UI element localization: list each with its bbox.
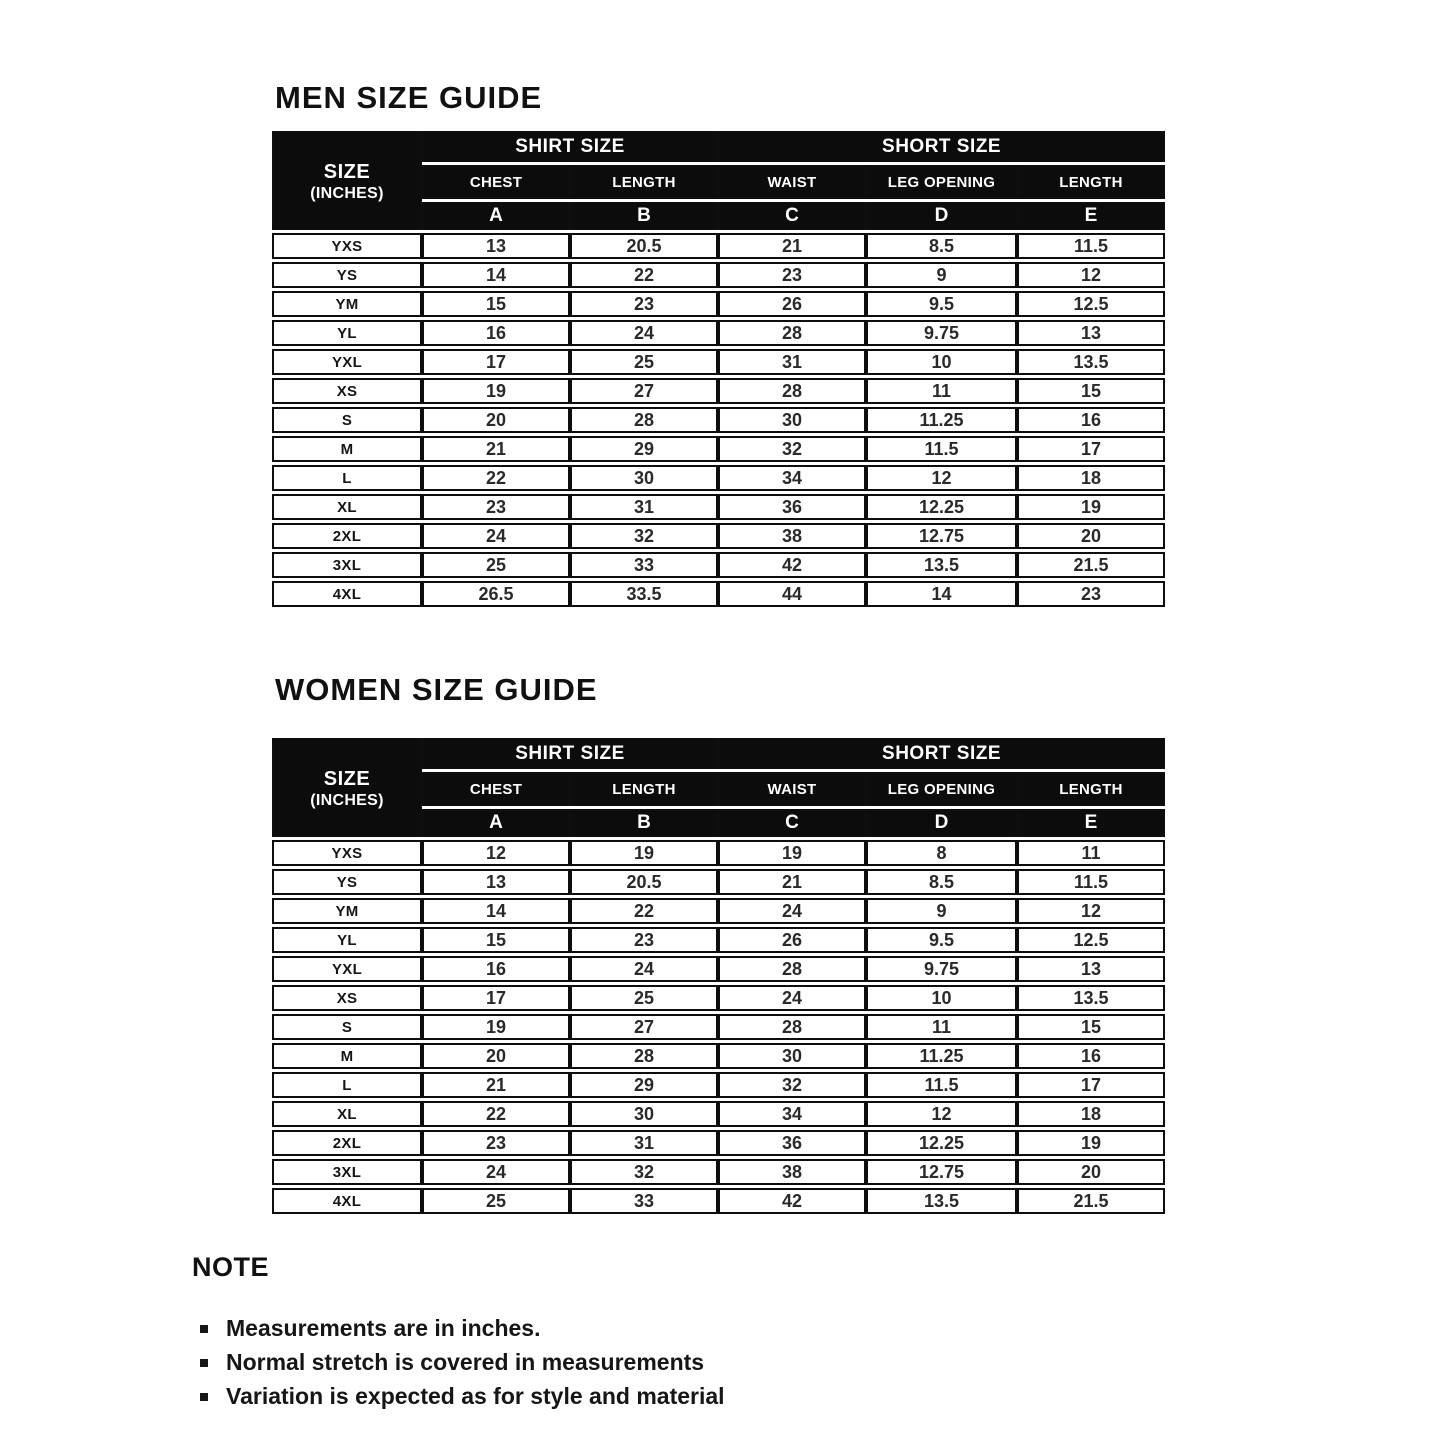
size-cell: YS	[272, 262, 422, 288]
table-row	[272, 985, 1165, 1011]
value-cell: 14	[866, 581, 1017, 607]
letter-d-header: D	[866, 202, 1017, 230]
value-cell: 16	[422, 320, 570, 346]
table-row	[272, 291, 1165, 317]
size-cell: 4XL	[272, 581, 422, 607]
value-cell: 11.5	[1017, 869, 1165, 895]
value-cell: 23	[422, 1130, 570, 1156]
value-cell: 24	[718, 985, 866, 1011]
women-size-guide-title: WOMEN SIZE GUIDE	[275, 672, 598, 707]
value-cell: 24	[422, 1159, 570, 1185]
value-cell: 21.5	[1017, 1188, 1165, 1214]
value-cell: 44	[718, 581, 866, 607]
value-cell: 20	[422, 1043, 570, 1069]
value-cell: 28	[570, 407, 718, 433]
value-cell: 34	[718, 465, 866, 491]
value-cell: 18	[1017, 1101, 1165, 1127]
letter-c-header: C	[718, 202, 866, 230]
group-header-row	[272, 131, 1165, 162]
table-row	[272, 552, 1165, 578]
value-cell: 38	[718, 523, 866, 549]
value-cell: 22	[570, 262, 718, 288]
value-cell: 21	[718, 869, 866, 895]
size-cell: YM	[272, 291, 422, 317]
value-cell: 13.5	[1017, 985, 1165, 1011]
table-row	[272, 436, 1165, 462]
value-cell: 11.25	[866, 407, 1017, 433]
value-cell: 17	[422, 349, 570, 375]
value-cell: 12	[866, 465, 1017, 491]
note-item	[198, 1379, 725, 1413]
table-row	[272, 407, 1165, 433]
value-cell: 16	[422, 956, 570, 982]
table-row	[272, 1101, 1165, 1127]
value-cell: 11	[1017, 840, 1165, 866]
men-size-table-wrap	[272, 128, 1165, 610]
size-cell: 3XL	[272, 1159, 422, 1185]
table-row	[272, 233, 1165, 259]
size-cell: S	[272, 1014, 422, 1040]
letter-d-header: D	[866, 809, 1017, 837]
value-cell: 14	[422, 898, 570, 924]
table-row	[272, 523, 1165, 549]
size-inches-header	[272, 738, 422, 837]
size-cell: XS	[272, 985, 422, 1011]
letter-e-header: E	[1017, 202, 1165, 230]
size-cell: 2XL	[272, 1130, 422, 1156]
value-cell: 28	[718, 320, 866, 346]
value-cell: 30	[570, 1101, 718, 1127]
table-row	[272, 1159, 1165, 1185]
size-cell: M	[272, 1043, 422, 1069]
value-cell: 11.5	[866, 1072, 1017, 1098]
men-size-guide-title: MEN SIZE GUIDE	[275, 80, 543, 115]
leg-opening-header: LEG OPENING	[866, 165, 1017, 199]
length-header: LENGTH	[1017, 772, 1165, 806]
value-cell: 11.5	[866, 436, 1017, 462]
size-cell: S	[272, 407, 422, 433]
size-cell: 4XL	[272, 1188, 422, 1214]
value-cell: 42	[718, 552, 866, 578]
value-cell: 20.5	[570, 869, 718, 895]
value-cell: 24	[718, 898, 866, 924]
value-cell: 33	[570, 552, 718, 578]
table-row	[272, 1043, 1165, 1069]
table-row	[272, 956, 1165, 982]
value-cell: 26	[718, 291, 866, 317]
table-row	[272, 465, 1165, 491]
letter-b-header: B	[570, 809, 718, 837]
size-cell: YL	[272, 927, 422, 953]
shirt-size-group-header: SHIRT SIZE	[422, 738, 718, 769]
size-cell: YL	[272, 320, 422, 346]
value-cell: 21	[718, 233, 866, 259]
leg-opening-header: LEG OPENING	[866, 772, 1017, 806]
value-cell: 9	[866, 262, 1017, 288]
value-cell: 12.25	[866, 494, 1017, 520]
value-cell: 18	[1017, 465, 1165, 491]
size-cell: YXL	[272, 349, 422, 375]
value-cell: 23	[570, 927, 718, 953]
size-cell: M	[272, 436, 422, 462]
table-row	[272, 869, 1165, 895]
value-cell: 9.5	[866, 927, 1017, 953]
size-unit-label: (INCHES)	[310, 791, 384, 809]
chest-header: CHEST	[422, 772, 570, 806]
value-cell: 30	[570, 465, 718, 491]
value-cell: 32	[718, 436, 866, 462]
size-cell: L	[272, 465, 422, 491]
note-item-text: Measurements are in inches.	[226, 1315, 541, 1341]
value-cell: 17	[422, 985, 570, 1011]
value-cell: 34	[718, 1101, 866, 1127]
value-cell: 22	[422, 1101, 570, 1127]
value-cell: 23	[1017, 581, 1165, 607]
value-cell: 24	[570, 320, 718, 346]
letter-a-header: A	[422, 202, 570, 230]
value-cell: 26.5	[422, 581, 570, 607]
size-label: SIZE	[323, 767, 371, 790]
women-table-body	[272, 840, 1165, 1214]
table-row	[272, 927, 1165, 953]
value-cell: 15	[422, 291, 570, 317]
value-cell: 32	[718, 1072, 866, 1098]
men-size-table	[272, 128, 1165, 610]
size-cell: XL	[272, 494, 422, 520]
value-cell: 12.5	[1017, 927, 1165, 953]
value-cell: 12	[1017, 262, 1165, 288]
value-cell: 12	[866, 1101, 1017, 1127]
size-cell: XS	[272, 378, 422, 404]
value-cell: 32	[570, 1159, 718, 1185]
size-cell: YS	[272, 869, 422, 895]
value-cell: 19	[1017, 494, 1165, 520]
value-cell: 28	[570, 1043, 718, 1069]
size-cell: XL	[272, 1101, 422, 1127]
value-cell: 36	[718, 1130, 866, 1156]
women-size-table-wrap	[272, 735, 1165, 1217]
value-cell: 20.5	[570, 233, 718, 259]
table-row	[272, 494, 1165, 520]
bullet-square-icon	[200, 1359, 208, 1367]
value-cell: 19	[422, 1014, 570, 1040]
size-inches-header	[272, 131, 422, 230]
value-cell: 15	[422, 927, 570, 953]
length-header: LENGTH	[1017, 165, 1165, 199]
value-cell: 25	[422, 1188, 570, 1214]
value-cell: 12.25	[866, 1130, 1017, 1156]
value-cell: 13	[1017, 956, 1165, 982]
value-cell: 33	[570, 1188, 718, 1214]
table-row	[272, 898, 1165, 924]
size-unit-label: (INCHES)	[310, 184, 384, 202]
value-cell: 30	[718, 1043, 866, 1069]
waist-header: WAIST	[718, 772, 866, 806]
value-cell: 12.75	[866, 1159, 1017, 1185]
table-row	[272, 1188, 1165, 1214]
size-cell: YXS	[272, 233, 422, 259]
value-cell: 33.5	[570, 581, 718, 607]
table-row	[272, 1014, 1165, 1040]
value-cell: 11	[866, 1014, 1017, 1040]
size-cell: YXL	[272, 956, 422, 982]
value-cell: 10	[866, 349, 1017, 375]
table-row	[272, 378, 1165, 404]
value-cell: 8	[866, 840, 1017, 866]
note-list	[192, 1311, 725, 1413]
value-cell: 38	[718, 1159, 866, 1185]
value-cell: 29	[570, 1072, 718, 1098]
table-row	[272, 262, 1165, 288]
size-cell: YXS	[272, 840, 422, 866]
note-item-text: Variation is expected as for style and material	[226, 1383, 725, 1409]
value-cell: 9	[866, 898, 1017, 924]
table-row	[272, 349, 1165, 375]
value-cell: 12	[1017, 898, 1165, 924]
group-header-row	[272, 738, 1165, 769]
value-cell: 21.5	[1017, 552, 1165, 578]
size-cell: 2XL	[272, 523, 422, 549]
note-item-text: Normal stretch is covered in measurements	[226, 1349, 705, 1375]
table-row	[272, 840, 1165, 866]
size-cell: 3XL	[272, 552, 422, 578]
value-cell: 25	[570, 985, 718, 1011]
note-title: NOTE	[192, 1252, 270, 1282]
shirt-size-group-header: SHIRT SIZE	[422, 131, 718, 162]
note-section	[192, 1252, 725, 1413]
value-cell: 12	[422, 840, 570, 866]
length-header: LENGTH	[570, 165, 718, 199]
size-cell: YM	[272, 898, 422, 924]
letter-b-header: B	[570, 202, 718, 230]
value-cell: 8.5	[866, 233, 1017, 259]
value-cell: 32	[570, 523, 718, 549]
value-cell: 23	[570, 291, 718, 317]
value-cell: 36	[718, 494, 866, 520]
value-cell: 10	[866, 985, 1017, 1011]
value-cell: 22	[570, 898, 718, 924]
women-size-table	[272, 735, 1165, 1217]
note-item	[198, 1311, 725, 1345]
letter-c-header: C	[718, 809, 866, 837]
value-cell: 21	[422, 436, 570, 462]
value-cell: 8.5	[866, 869, 1017, 895]
chest-header: CHEST	[422, 165, 570, 199]
value-cell: 16	[1017, 407, 1165, 433]
value-cell: 13.5	[1017, 349, 1165, 375]
value-cell: 19	[570, 840, 718, 866]
value-cell: 31	[570, 494, 718, 520]
value-cell: 12.5	[1017, 291, 1165, 317]
size-cell: L	[272, 1072, 422, 1098]
value-cell: 23	[718, 262, 866, 288]
value-cell: 20	[1017, 523, 1165, 549]
value-cell: 28	[718, 956, 866, 982]
value-cell: 28	[718, 1014, 866, 1040]
value-cell: 28	[718, 378, 866, 404]
value-cell: 11.5	[1017, 233, 1165, 259]
length-header: LENGTH	[570, 772, 718, 806]
table-row	[272, 1072, 1165, 1098]
value-cell: 30	[718, 407, 866, 433]
value-cell: 24	[422, 523, 570, 549]
short-size-group-header: SHORT SIZE	[718, 131, 1165, 162]
bullet-square-icon	[200, 1325, 208, 1333]
men-table-body	[272, 233, 1165, 607]
value-cell: 27	[570, 378, 718, 404]
value-cell: 19	[718, 840, 866, 866]
note-item	[198, 1345, 725, 1379]
value-cell: 12.75	[866, 523, 1017, 549]
bullet-square-icon	[200, 1393, 208, 1401]
value-cell: 22	[422, 465, 570, 491]
value-cell: 23	[422, 494, 570, 520]
value-cell: 25	[422, 552, 570, 578]
value-cell: 9.5	[866, 291, 1017, 317]
value-cell: 42	[718, 1188, 866, 1214]
value-cell: 11	[866, 378, 1017, 404]
value-cell: 17	[1017, 1072, 1165, 1098]
value-cell: 31	[570, 1130, 718, 1156]
value-cell: 13.5	[866, 552, 1017, 578]
value-cell: 13	[422, 869, 570, 895]
waist-header: WAIST	[718, 165, 866, 199]
value-cell: 9.75	[866, 320, 1017, 346]
value-cell: 26	[718, 927, 866, 953]
value-cell: 13	[422, 233, 570, 259]
value-cell: 19	[422, 378, 570, 404]
value-cell: 11.25	[866, 1043, 1017, 1069]
value-cell: 13	[1017, 320, 1165, 346]
value-cell: 24	[570, 956, 718, 982]
value-cell: 15	[1017, 378, 1165, 404]
table-row	[272, 581, 1165, 607]
value-cell: 29	[570, 436, 718, 462]
value-cell: 19	[1017, 1130, 1165, 1156]
letter-a-header: A	[422, 809, 570, 837]
table-row	[272, 320, 1165, 346]
short-size-group-header: SHORT SIZE	[718, 738, 1165, 769]
value-cell: 17	[1017, 436, 1165, 462]
value-cell: 27	[570, 1014, 718, 1040]
letter-e-header: E	[1017, 809, 1165, 837]
size-label: SIZE	[323, 160, 371, 183]
value-cell: 25	[570, 349, 718, 375]
value-cell: 16	[1017, 1043, 1165, 1069]
table-row	[272, 1130, 1165, 1156]
value-cell: 14	[422, 262, 570, 288]
value-cell: 15	[1017, 1014, 1165, 1040]
value-cell: 9.75	[866, 956, 1017, 982]
value-cell: 20	[1017, 1159, 1165, 1185]
value-cell: 20	[422, 407, 570, 433]
value-cell: 21	[422, 1072, 570, 1098]
value-cell: 31	[718, 349, 866, 375]
value-cell: 13.5	[866, 1188, 1017, 1214]
